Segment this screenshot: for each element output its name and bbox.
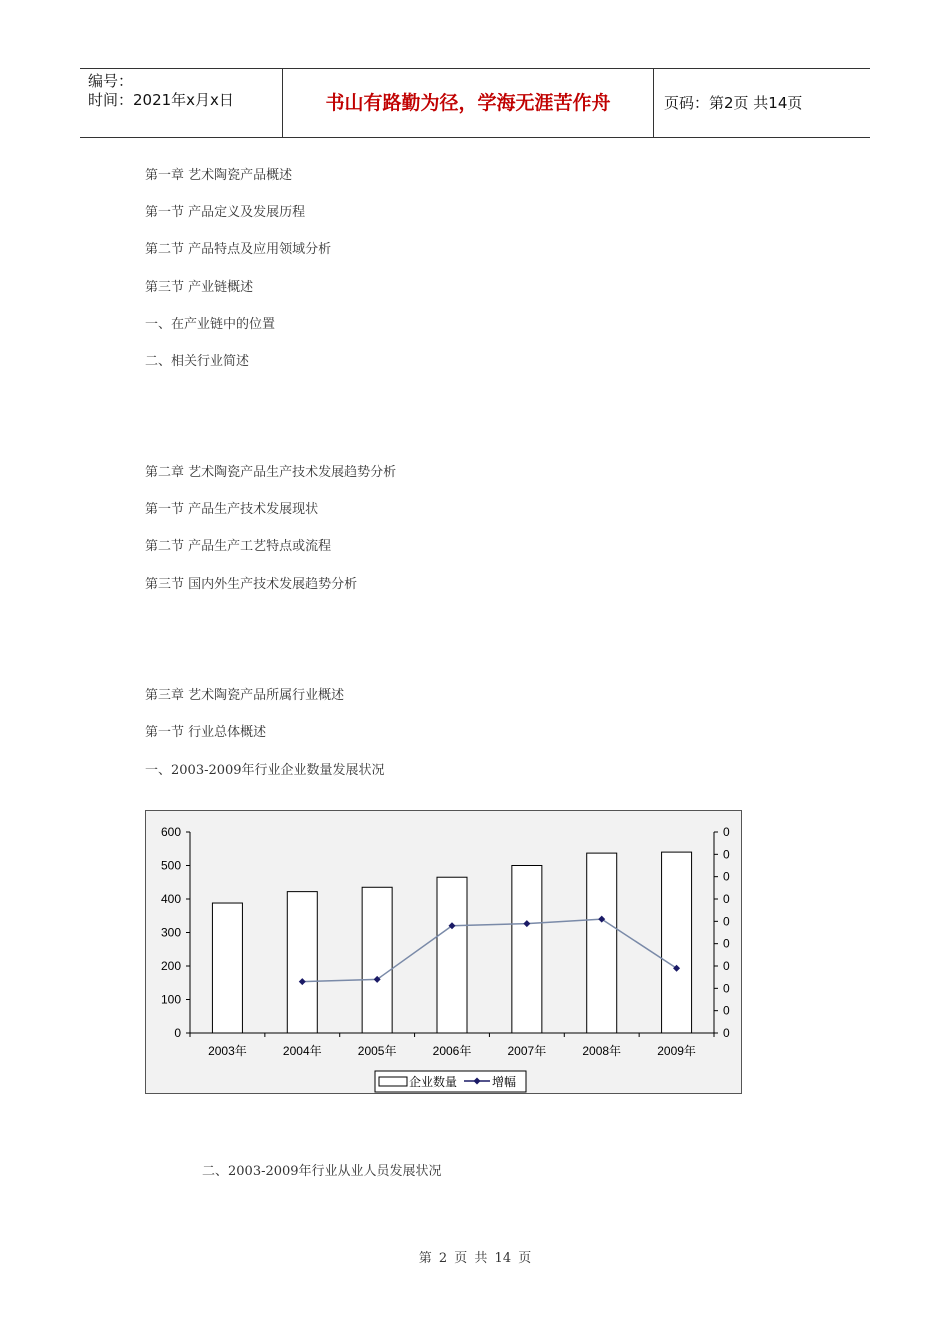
header-motto: 书山有路勤为径，学海无涯苦作舟 (282, 69, 654, 137)
toc-item: 第一节 产品定义及发展历程 (145, 205, 306, 220)
toc-item: 二、相关行业简述 (145, 354, 250, 369)
time-label: 时间：2021年x月x日 (88, 91, 234, 109)
toc-item: 第二节 产品特点及应用领域分析 (145, 242, 332, 257)
bar (587, 853, 617, 1033)
header-meta (80, 69, 282, 137)
bar (362, 887, 392, 1033)
legend-label-line: 增幅 (492, 1075, 517, 1089)
toc-item: 第三节 产业链概述 (145, 280, 254, 295)
y-left-tick-label: 0 (174, 1026, 181, 1040)
x-tick-label: 2009年 (657, 1044, 696, 1058)
legend-label-bars: 企业数量 (409, 1075, 458, 1089)
toc-item: 一、在产业链中的位置 (145, 317, 276, 332)
bar (212, 903, 242, 1033)
toc-item: 第一章 艺术陶瓷产品概述 (145, 168, 293, 183)
bar (512, 866, 542, 1034)
toc-item: 第三节 国内外生产技术发展趋势分析 (145, 577, 358, 592)
page-footer: 第 2 页 共 14 页 (418, 1251, 532, 1266)
y-right-tick-label: 0 (723, 825, 730, 839)
y-right-tick-label: 0 (723, 869, 730, 884)
x-tick-label: 2003年 (208, 1044, 247, 1058)
toc-item: 第二章 艺术陶瓷产品生产技术发展趋势分析 (145, 465, 397, 480)
y-right-tick-label: 0 (723, 892, 730, 906)
bar (437, 877, 467, 1033)
header-page-info: 页码：第2页 共14页 (664, 94, 803, 112)
number-label: 编号： (88, 72, 134, 90)
x-tick-label: 2008年 (582, 1044, 622, 1058)
y-right-tick-label: 0 (723, 1026, 730, 1040)
y-left-tick-label: 100 (160, 992, 181, 1007)
growth-line (302, 919, 676, 982)
y-left-tick-label: 600 (160, 825, 181, 839)
y-left-tick-label: 300 (160, 925, 181, 940)
y-right-tick-label: 0 (723, 981, 730, 996)
chart-svg (146, 811, 741, 1093)
page-header (80, 68, 870, 138)
section-heading: 二、2003-2009年行业从业人员发展状况 (202, 1164, 442, 1179)
y-left-tick-label: 200 (160, 959, 181, 973)
toc-item: 一、2003-2009年行业企业数量发展状况 (145, 763, 385, 778)
x-tick-label: 2006年 (432, 1044, 472, 1058)
y-right-tick-label: 0 (723, 847, 730, 862)
y-right-tick-label: 0 (723, 936, 730, 951)
y-left-tick-label: 400 (160, 892, 181, 906)
bar (662, 852, 692, 1033)
toc-item: 第三章 艺术陶瓷产品所属行业概述 (145, 688, 345, 703)
x-tick-label: 2004年 (282, 1044, 322, 1058)
y-right-tick-label: 0 (723, 959, 730, 973)
y-left-tick-label: 500 (160, 858, 181, 873)
enterprise-count-chart (145, 810, 742, 1094)
y-right-tick-label: 0 (723, 1003, 730, 1018)
x-tick-label: 2007年 (507, 1044, 547, 1058)
bar (287, 892, 317, 1033)
toc-item: 第一节 产品生产技术发展现状 (145, 502, 319, 517)
toc-item: 第二节 产品生产工艺特点或流程 (145, 539, 332, 554)
toc-item: 第一节 行业总体概述 (145, 725, 267, 740)
x-tick-label: 2005年 (357, 1044, 397, 1058)
legend-bar-swatch (379, 1077, 407, 1086)
y-right-tick-label: 0 (723, 914, 730, 929)
